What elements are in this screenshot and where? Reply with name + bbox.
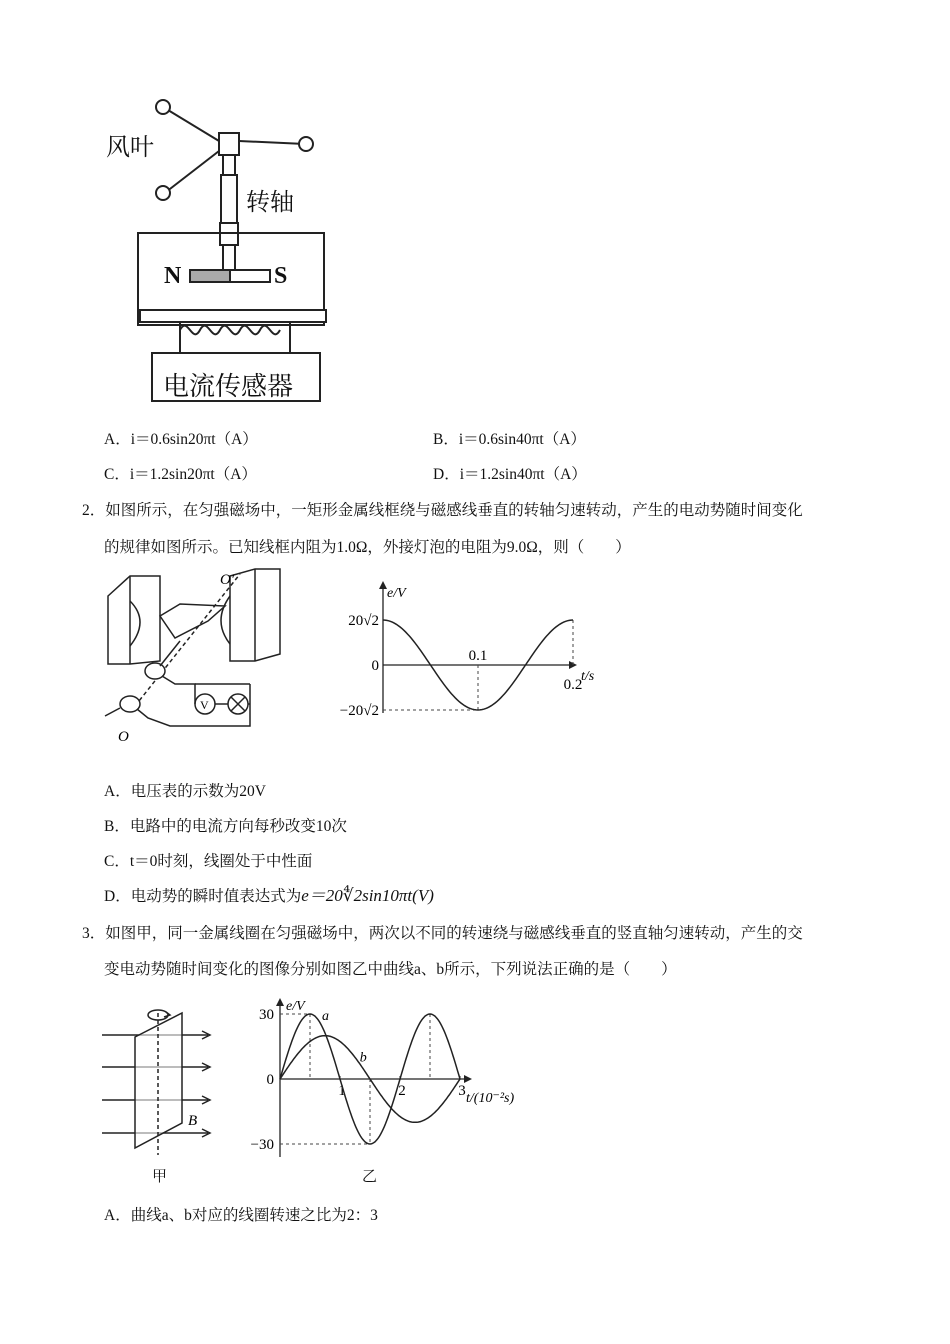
label-o: O: [118, 729, 129, 745]
x-axis-label: t/s: [581, 669, 595, 684]
q3-emf-chart: [238, 992, 538, 1162]
q1-option-c: C．i＝1.2sin20πt（A）: [104, 466, 257, 483]
q2-coil-figure: [100, 566, 300, 746]
q3-stem-line1: 3．如图甲，同一金属线圈在匀强磁场中，两次以不同的转速绕与磁感线垂直的竖直轴匀速转动，产生的交: [82, 925, 803, 942]
label-n-pole: N: [164, 263, 182, 289]
y-tick-label: 30: [259, 1007, 274, 1023]
x-axis-label: t/(10⁻²s): [466, 1091, 515, 1106]
y-tick-label: 0: [371, 658, 379, 674]
q2-stem-line1: 2．如图所示，在匀强磁场中，一矩形金属线框绕与磁感线垂直的转轴匀速转动，产生的电动势随时间变化: [82, 502, 803, 519]
y-tick-label: 0: [266, 1072, 274, 1088]
label-s-pole: S: [274, 263, 288, 289]
y-tick-label: 20√2: [348, 613, 379, 629]
x-tick-label: 0.1: [468, 648, 488, 664]
label-current-sensor: 电流传感器: [163, 372, 294, 402]
y-axis-label: e/V: [387, 586, 406, 601]
y-tick-label: −30: [250, 1137, 274, 1153]
q2-option-d-label: D．电动势的瞬时值表达式为: [104, 888, 302, 905]
x-tick-label: 0.2: [563, 677, 583, 693]
q2-option-d: [104, 887, 434, 905]
y-axis-label: e/V: [286, 999, 305, 1014]
series-b-label: b: [359, 1050, 367, 1066]
series-a-label: a: [322, 1009, 329, 1024]
label-yi: 乙: [362, 1167, 378, 1185]
q2-option-a: A．电压表的示数为20V: [104, 783, 266, 800]
label-jia: 甲: [152, 1167, 168, 1185]
y-tick-label: −20√2: [339, 703, 379, 719]
q1-option-a: A．i＝0.6sin20πt（A）: [104, 431, 258, 448]
y-axis-arrow: [276, 998, 284, 1006]
label-voltmeter: V: [200, 698, 209, 712]
q2-option-b: B．电路中的电流方向每秒改变10次: [104, 818, 347, 835]
x-tick-label: 1: [338, 1083, 346, 1099]
x-tick-label: 3: [458, 1083, 466, 1099]
label-shaft: 转轴: [246, 188, 294, 216]
label-o-prime: O′: [220, 572, 235, 588]
y-axis-arrow: [379, 581, 387, 589]
x-tick-label: 2: [398, 1083, 406, 1099]
q3-option-a: A．曲线a、b对应的线圈转速之比为2：3: [104, 1207, 378, 1224]
q1-option-b: B．i＝0.6sin40πt（A）: [433, 431, 586, 448]
q3-stem-line2: 变电动势随时间变化的图像分别如图乙中曲线a、b所示，下列说法正确的是（ ）: [104, 961, 677, 978]
q3-coil-field-figure: [100, 1005, 220, 1185]
q2-stem-line2: 的规律如图所示。已知线框内阻为1.0Ω，外接灯泡的电阻为9.0Ω，则（ ）: [104, 539, 631, 556]
q1-option-d: D．i＝1.2sin40πt（A）: [433, 466, 587, 483]
label-b-field: B: [188, 1113, 198, 1129]
q2-option-c: C．t＝0时刻，线圈处于中性面: [104, 853, 313, 870]
q2-option-d-formula: e＝20∜2sin10πt(V): [301, 886, 434, 905]
label-blades: 风叶: [106, 133, 154, 161]
x-axis-arrow: [464, 1075, 472, 1083]
q2-emf-chart: [325, 575, 610, 725]
